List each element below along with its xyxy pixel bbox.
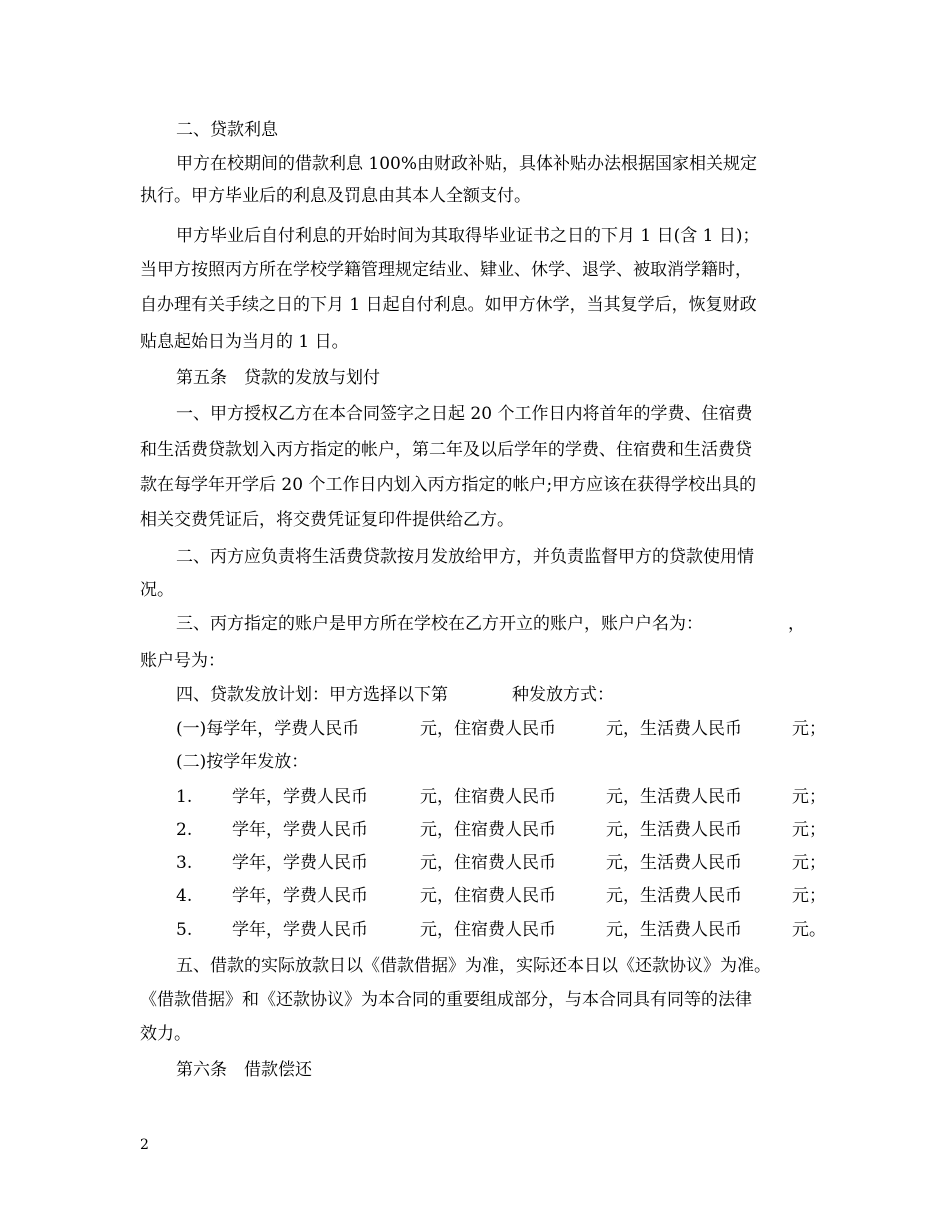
plan-row-number: 2. <box>176 820 193 840</box>
paragraph-line: 五、借款的实际放款日以《借款借据》为准，实际还本日以《还款协议》为准。 <box>176 956 771 976</box>
plan-row <box>176 852 830 874</box>
paragraph-line: 相关交费凭证后，将交费凭证复印件提供给乙方。 <box>140 510 514 530</box>
paragraph-line: 贴息起始日为当月的 1 日。 <box>140 332 349 352</box>
plan-row <box>176 786 830 808</box>
plan-text: 元，生活费人民币 <box>606 886 742 906</box>
paragraph-line: 效力。 <box>140 1024 191 1044</box>
paragraph-line: 款在每学年开学后 20 个工作日内划入丙方指定的帐户;甲方应该在获得学校出具的 <box>140 475 757 495</box>
plan-text: 元，住宿费人民币 <box>420 886 556 906</box>
plan-text: 元； <box>792 719 826 739</box>
plan-text: 学年，学费人民币 <box>232 787 368 807</box>
plan-text: 元，生活费人民币 <box>606 920 742 940</box>
plan-text: 学年，学费人民币 <box>232 920 368 940</box>
plan-text: 元； <box>792 886 826 906</box>
paragraph-line: 自办理有关手续之日的下月 1 日起自付利息。如甲方休学，当其复学后，恢复财政 <box>140 295 757 315</box>
plan-row-number: 4. <box>176 886 193 906</box>
plan-row-number: 1. <box>176 787 193 807</box>
plan-text: 元； <box>792 853 826 873</box>
plan-row <box>176 919 830 941</box>
plan-text: 学年，学费人民币 <box>232 886 368 906</box>
paragraph-line: 甲方毕业后自付利息的开始时间为其取得毕业证书之日的下月 1 日(含 1 日)； <box>176 226 760 246</box>
plan-text: 元，住宿费人民币 <box>420 820 556 840</box>
paragraph-line: 和生活费贷款划入丙方指定的帐户，第二年及以后学年的学费、住宿费和生活费贷 <box>140 440 752 460</box>
account-name-line <box>176 613 830 635</box>
plan-row <box>176 819 830 841</box>
paragraph-line: 一、甲方授权乙方在本合同签字之日起 20 个工作日内将首年的学费、住宿费 <box>176 404 753 424</box>
account-name-label: 三、丙方指定的账户是甲方所在学校在乙方开立的账户，账户户名为： <box>176 614 703 634</box>
plan-row <box>176 885 830 907</box>
paragraph-line: 二、丙方应负责将生活费贷款按月发放给甲方，并负责监督甲方的贷款使用情 <box>176 547 754 567</box>
plan-text: 元； <box>792 787 826 807</box>
plan-text: (一)每学年，学费人民币 <box>176 719 360 739</box>
plan-text: 元； <box>792 820 826 840</box>
plan-choice-text: 四、贷款发放计划：甲方选择以下第 <box>176 685 448 705</box>
plan-text: 元，生活费人民币 <box>606 787 742 807</box>
plan-text: 元，住宿费人民币 <box>420 719 556 739</box>
article-heading: 第六条 借款偿还 <box>176 1060 312 1080</box>
plan-option-1 <box>176 718 830 740</box>
plan-option-2: (二)按学年发放： <box>176 752 309 772</box>
plan-text: 学年，学费人民币 <box>232 853 368 873</box>
plan-choice-suffix: 种发放方式： <box>512 685 614 705</box>
account-number-label: 账户号为： <box>140 651 225 671</box>
plan-row-number: 3. <box>176 853 193 873</box>
plan-text: 学年，学费人民币 <box>232 820 368 840</box>
page-number: 2 <box>140 1137 149 1153</box>
plan-choice-line <box>176 684 830 706</box>
paragraph-line: 况。 <box>140 580 174 600</box>
plan-row-number: 5. <box>176 920 193 940</box>
paragraph-line: 执行。甲方毕业后的利息及罚息由其本人全额支付。 <box>140 186 531 206</box>
paragraph-line: 当甲方按照丙方所在学校学籍管理规定结业、肄业、休学、退学、被取消学籍时， <box>140 260 752 280</box>
plan-text: 元，住宿费人民币 <box>420 787 556 807</box>
plan-text: 元，住宿费人民币 <box>420 853 556 873</box>
article-heading: 第五条 贷款的发放与划付 <box>176 368 380 388</box>
plan-text: 元。 <box>792 920 826 940</box>
plan-text: 元，生活费人民币 <box>606 719 742 739</box>
section-heading: 二、贷款利息 <box>176 120 278 140</box>
plan-text: 元，生活费人民币 <box>606 820 742 840</box>
plan-text: 元，住宿费人民币 <box>420 920 556 940</box>
paragraph-line: 《借款借据》和《还款协议》为本合同的重要组成部分，与本合同具有同等的法律 <box>140 990 752 1010</box>
account-name-comma: ， <box>788 614 805 634</box>
plan-text: 元，生活费人民币 <box>606 853 742 873</box>
paragraph-line: 甲方在校期间的借款利息 100%由财政补贴，具体补贴办法根据国家相关规定 <box>176 154 758 174</box>
